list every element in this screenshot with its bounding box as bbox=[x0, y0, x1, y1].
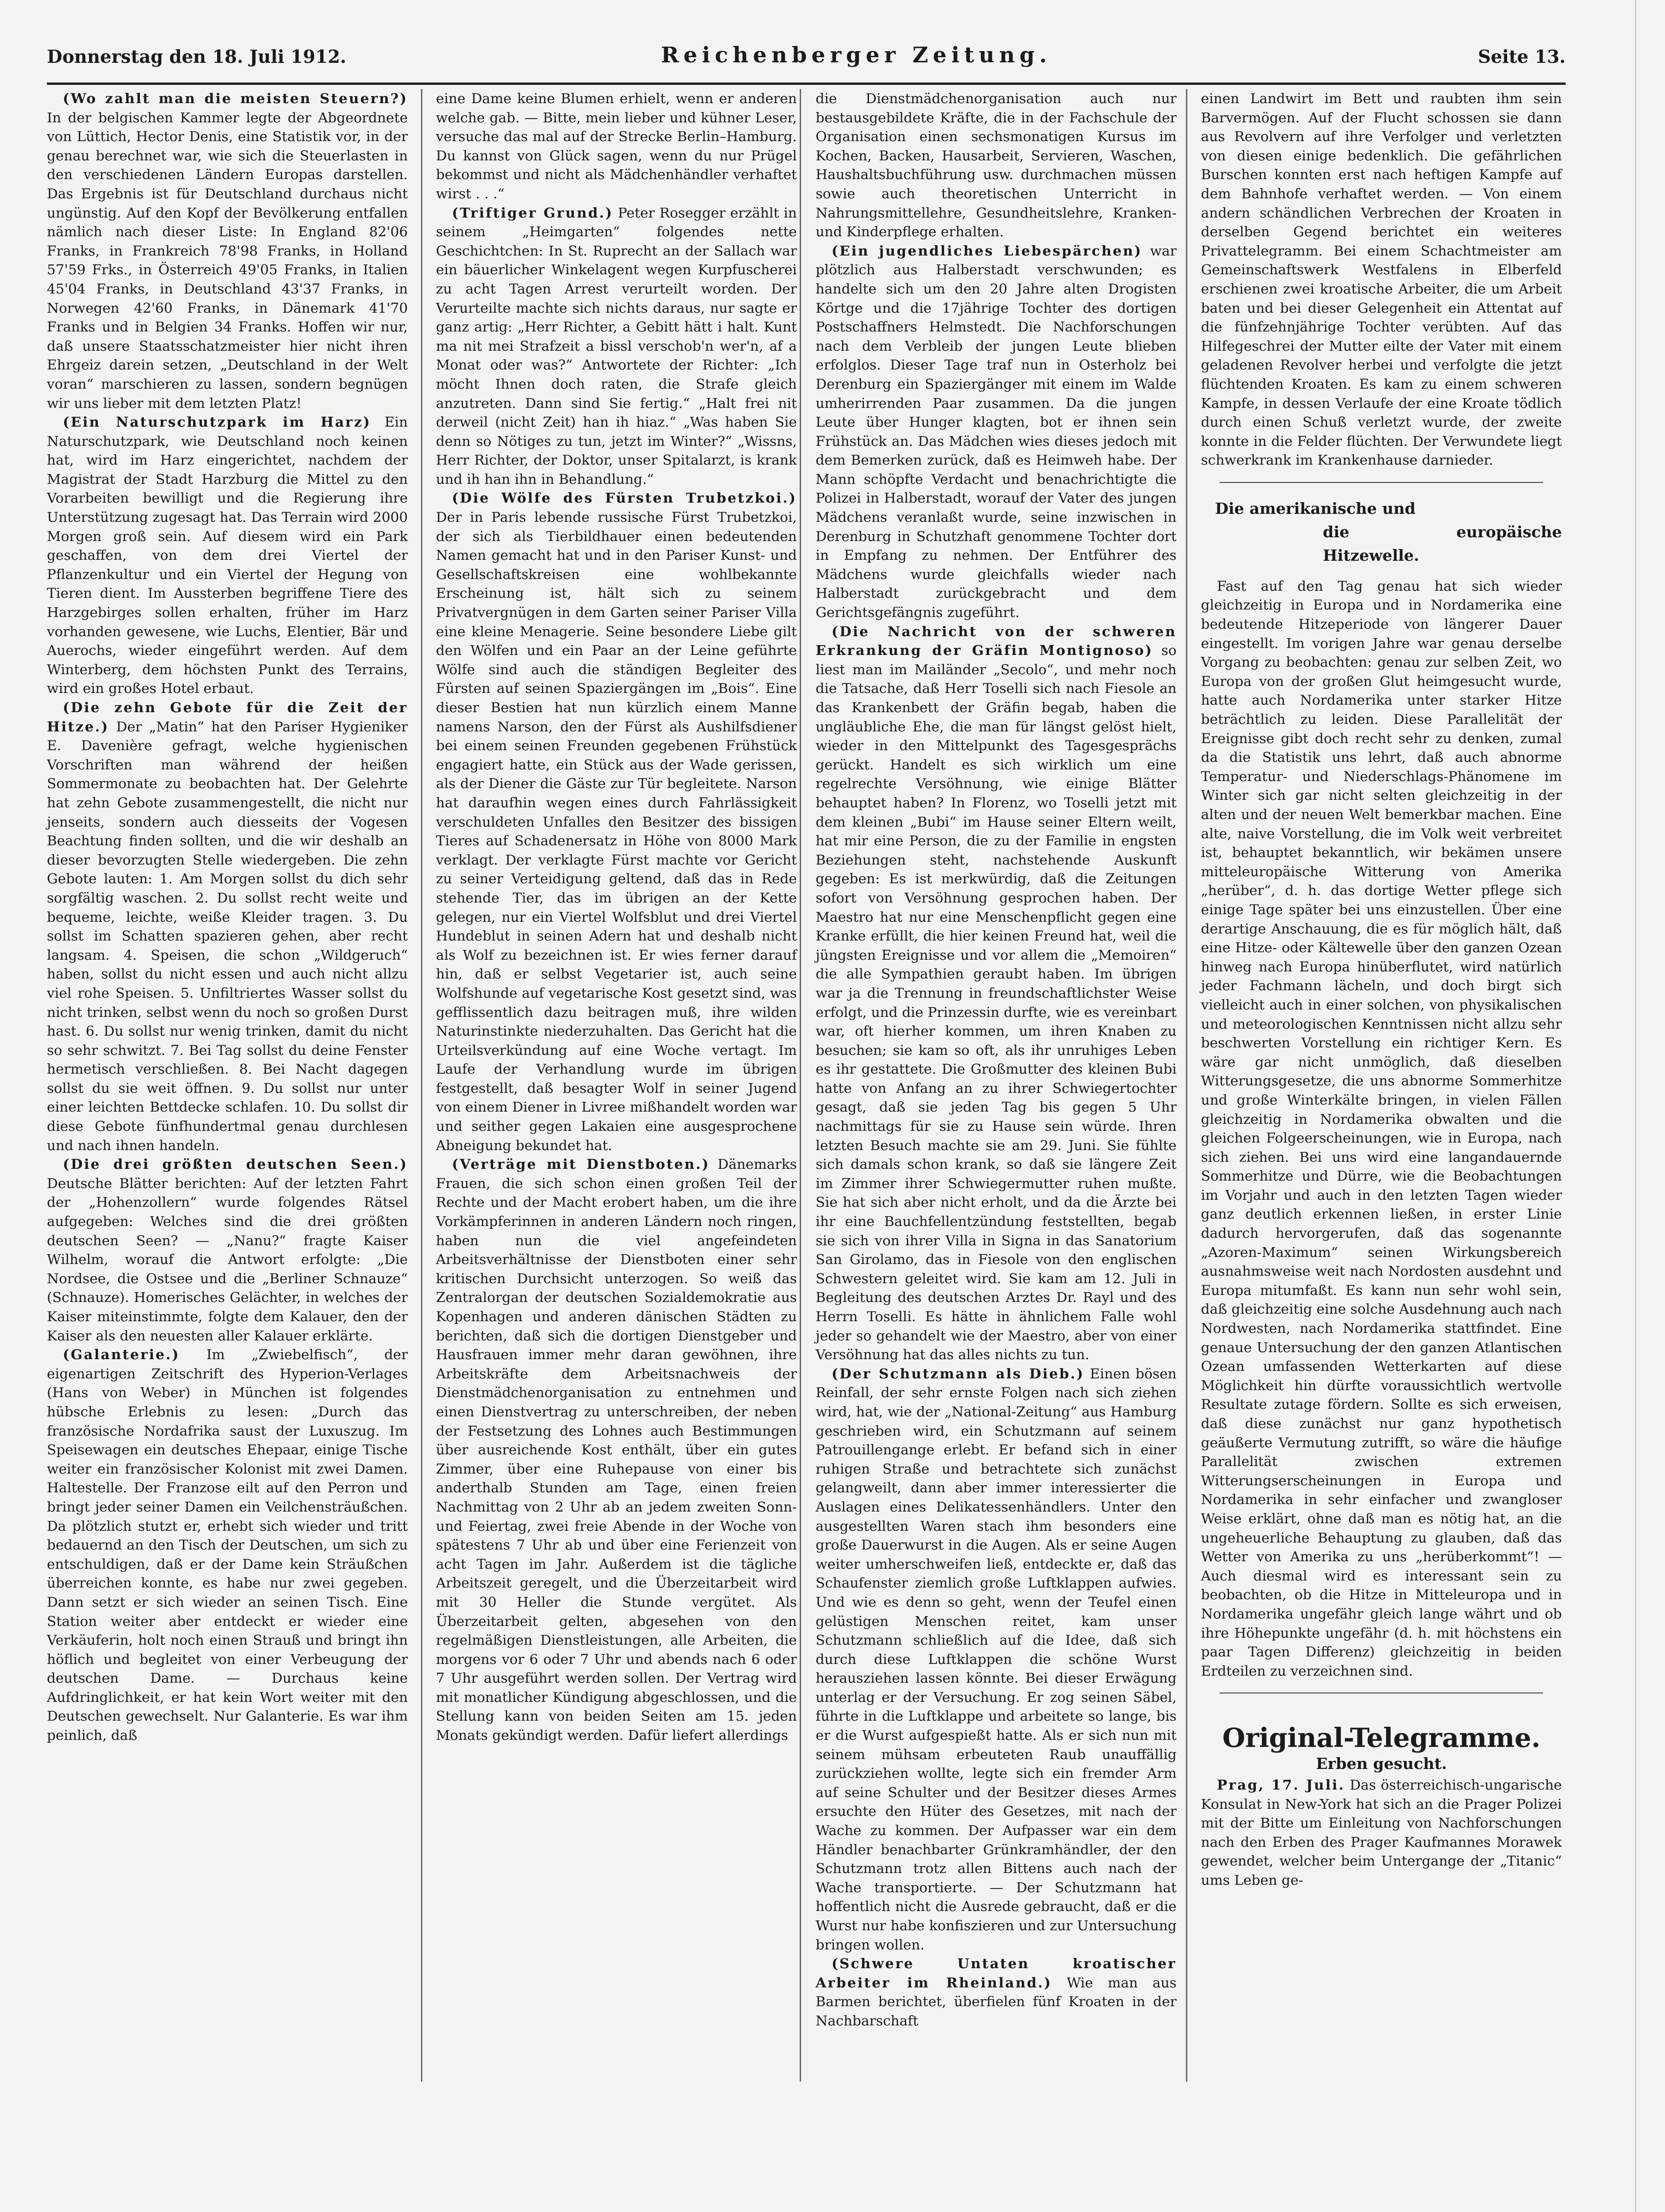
article-zehn-gebote bbox=[47, 698, 408, 1155]
article-liebespaerchen bbox=[816, 241, 1177, 622]
article-kroaten-continued bbox=[1201, 89, 1562, 470]
article-body: so liest man im Mailänder „Secolo“, und mehr noch die Tatsache, daß Herr Toselli sich nach Fiesole an das Krankenbett der Gräfin begab, haben die ungläubliche Ehe, die man für längst gelöst hielt, wieder in den Mittelpunkt des Tagesgesprächs gerückt. Handelt es sich wirklich um eine regelrechte Versöhnung, wie einige Blätter behauptet haben? In Florenz, wo Toselli jetzt mit dem kleinen „Bubi“ im Hause seiner Eltern weilt, hat mir eine Person, die zu der Familie in engsten Beziehungen steht, nachstehende Auskunft gegeben: Es ist merkwürdig, daß die Zeitungen sofort von Versöhnung gesprochen haben. Der Maestro hat nur eine Menschenpflicht gegen eine Kranke erfüllt, die hier keinen Freund hat, weil die jüngsten Ereignisse und vor allem die „Memoiren“ die alle Sympathien geraubt haben. Im übrigen war ja die Trennung in freundschaftlichster Weise erfolgt, und die Prinzessin durfte, wie es vereinbart war, oft hierher kommen, um ihren Knaben zu besuchen; sie kam so oft, als ihr unruhiges Leben es ihr gestattete. Die Großmutter des kleinen Bubi hatte von Anfang an zu ihrer Schwiegertochter gesagt, daß sie jeden Tag bis gegen 5 Uhr nachmittags für sie zu Hause sein würde. Ihren letzten Besuch machte sie am 29. Juni. Sie fühlte sich damals schon krank, so daß sie längere Zeit im Zimmer ihrer Schwiegermutter ruhen mußte. Sie hat sich aber nicht erholt, und da die Ärzte bei ihr eine Bauchfellentzündung feststellten, begab sie sich von ihrer Villa in Signa in das Sanatorium San Girolamo, das in Fiesole von den englischen Schwestern geleitet wird. Sie kam am 12. Juli in Begleitung des deutschen Arztes Dr. Rayl und des Herrn Toselli. Es hätte in ähnlichem Falle wohl jeder so gehandelt wie der Maestro, aber von einer Versöhnung hat das alles nichts zu tun. bbox=[816, 642, 1177, 1363]
article-drei-seen bbox=[47, 1155, 408, 1345]
article-heading: (Die Wölfe des Fürsten Trubetzkoi.) bbox=[452, 489, 797, 506]
header-page-number: Seite 13. bbox=[1478, 46, 1566, 67]
article-heading: (Ein Naturschutzpark im Harz) bbox=[63, 414, 371, 430]
article-galanterie bbox=[47, 1345, 408, 1745]
article-steuern bbox=[47, 89, 408, 413]
article-body: einen Landwirt im Bett und raubten ihm sein Barvermögen. Auf der Flucht schossen sie dann aus Revolvern auf ihre Verfolger und verletzten von diesen einige bedenklich. Die gefährlichen Burschen konnten erst nach heftigen Kampfe auf dem Bahnhofe verhaftet werden. — Von einem andern schändlichen Verbrechen der Kroaten in derselben Gegend berichtet ein weiteres Privattelegramm. Bei einem Schachtmeister am Gemeinschaftswerk Westfalens in Elberfeld erschienen zwei kroatische Arbeiter, die um Arbeit baten und bei dieser Gelegenheit ein Attentat auf die fünfzehnjährige Tochter verübten. Auf das Hilfegeschrei der Mutter eilte der Vater mit einem geladenen Revolver herbei und verfolgte die jetzt flüchtenden Kroaten. Es kam zu einem schweren Kampfe, in dessen Verlaufe der eine Kroate tödlich durch einen Schuß verletzt wurde, der zweite konnte in die Felder flüchten. Der Verwundete liegt schwerkrank im Krankenhause darnieder. bbox=[1201, 90, 1562, 468]
page-header bbox=[47, 42, 1566, 80]
header-masthead: Reichenberger Zeitung. bbox=[661, 42, 1052, 68]
article-kroaten bbox=[816, 1954, 1177, 2030]
article-body: Der in Paris lebende russische Fürst Trubetzkoi, der sich als Tierbildhauer einen bedeutenden Namen gemacht hat und in den Pariser Kunst- und Gesellschaftskreisen eine wohlbekannte Erscheinung ist, hält sich zu seinem Privatvergnügen in dem Garten seiner Pariser Villa eine kleine Menagerie. Seine besondere Liebe gilt den Wölfen und ein Paar an der Leine geführte Wölfe sind auch die ständigen Begleiter des Fürsten auf seinen Spaziergängen im „Bois“. Eine dieser Bestien hat nun kürzlich einem Manne namens Narson, den der Fürst als Aushilfsdiener bei einem seinen Freunden gegebenen Frühstück engagiert hatte, ein Stück aus der Wade gerissen, als der Diener die Gäste zur Tür begleitete. Narson hat daraufhin wegen eines durch Fahrlässigkeit verschuldeten Unfalles den Besitzer des bissigen Tieres auf Schadenersatz in Höhe von 8000 Mark verklagt. Der verklagte Fürst machte vor Gericht zu seiner Verteidigung geltend, daß das in Rede stehende Tier, das im übrigen an der Kette gelegen, nur ein Viertel Wolfsblut und drei Viertel Hundeblut in seinen Adern hat und deshalb nicht als Wolf zu bezeichnen ist. Er wies ferner darauf hin, daß er selbst Vegetarier ist, auch seine Wolfshunde auf vegetarische Kost gesetzt sind, was gefflissentlich dazu beitragen muß, ihre wilden Naturinstinkte niederzuhalten. Das Gericht hat die Urteilsverkündung auf eine Woche vertagt. Im Laufe der Verhandlung wurde im übrigen festgestellt, daß besagter Wolf in seiner Jugend von einem Diener in Livree mißhandelt worden war und seither gegen Lakaien eine ausgesprochene Abneigung bekundet hat. bbox=[436, 509, 797, 1153]
article-triftiger-grund bbox=[436, 203, 797, 489]
article-heading: (Die drei größten deutschen Seen.) bbox=[63, 1156, 408, 1173]
article-body: eine Dame keine Blumen erhielt, wenn er anderen welche gab. — Bitte, mein lieber und kühner Leser, versuche das mal auf der Strecke Berlin–Hamburg. Du kannst von Glück sagen, wenn du nur Prügel bekommst und nicht als Mädchenhändler verhaftet wirst . . .“ bbox=[436, 90, 797, 202]
article-heading: (Verträge mit Dienstboten.) bbox=[452, 1156, 710, 1173]
article-heading: (Ein jugendliches Liebespärchen) bbox=[832, 242, 1142, 259]
column-divider bbox=[421, 89, 422, 2082]
article-body: Fast auf den Tag genau hat sich wieder gleichzeitig in Europa und in Nordamerika eine bedeutende Hitzeperiode von längerer Dauer eingestellt. Im vorigen Jahre war genau derselbe Vorgang zu beobachten: genau zur selben Zeit, wo Europa von der großen Glut heimgesucht wurde, hatte auch Nordamerika unter starker Hitze beträchtlich zu leiden. Diese Parallelität der Ereignisse gibt doch recht sehr zu denken, zumal da die Statistik uns lehrt, daß auch abnorme Temperatur- und Niederschlags-Phänomene im Winter sich gar nicht selten gleichzeitig in der alten und der neuen Welt bemerkbar machen. Eine alte, naive Vorstellung, die im Volk weit verbreitet ist, behauptet bekanntlich, wir bekämen unsere mitteleuropäische Witterung von Amerika „herüber“, d. h. das dortige Wetter pflege sich einige Tage später bei uns einzustellen. Über eine derartige Anschauung, die es für möglich hält, daß eine Hitze- oder Kältewelle über den ganzen Ozean hinweg nach Europa hinüberflutet, wird natürlich jeder Fachmann lächeln, und doch birgt sich vielleicht auch in einer solchen, von physikalischen und meteorologischen Kenntnissen nicht allzu sehr beschwerten Vorstellung ein richtiger Kern. Es wäre gar nicht unmöglich, daß dieselben Witterungsgesetze, die uns abnorme Sommerhitze und große Winterkälte bringen, in vielen Fällen gleichzeitig in Nordamerika obwalten und die gleichen Folgeerscheinungen, wie in Europa, nach sich ziehen. Bei uns wird eine langandauernde Sommerhitze und Dürre, wie die Beobachtungen im Vorjahr und auch in den letzten Tagen wieder ganz deutlich erkennen ließen, in erster Linie dadurch hervorgerufen, daß das sogenannte „Azoren-Maximum“ seinen Wirkungsbereich ausnahmsweise weit nach Nordosten ausdehnt und Europa mitumfaßt. Es kann nun sehr wohl sein, daß gleichzeitig eine solche Ausdehnung auch nach Nordwesten, nach Nordamerika stattfindet. Eine genaue Untersuchung der den ganzen Atlantischen Ozean umfassenden Wetterkarten auf diese Möglichkeit hin dürfte voraussichtlich wertvolle Resultate zutage fördern. Sollte es sich erweisen, daß diese zunächst nur ganz hypothetisch geäußerte Vermutung zutrifft, so wäre die häufige Parallelität zwischen extremen Witterungserscheinungen in Europa und Nordamerika in sehr einfacher und zwangloser Weise erklärt, ohne daß man es nötig hat, an die ungeheuerliche Behauptung zu glauben, daß das Wetter von Amerika zu uns „herüberkommt“! — Auch diesmal wird es interessant sein zu beobachten, ob die Hitze in Mitteleuropa und in Nordamerika ungefähr gleich lange währt und ob ihre Höhepunkte ungefähr (d. h. mit höchstens ein paar Tagen Differenz) gleichzeitig in beiden Erdteilen zu verzeichnen sind. bbox=[1201, 578, 1562, 1679]
article-dienstboten bbox=[436, 1155, 797, 1745]
article-body: Im „Zwiebelfisch“, der eigenartigen Zeitschrift des Hyperion-Verlages (Hans von Weber) in München ist folgendes hübsche Erlebnis zu lesen: „Durch das französische Nordafrika saust der Luxuszug. Im Speisewagen ein deutsches Ehepaar, einige Tische weiter ein französischer Kolonist mit zwei Damen. Haltestelle. Der Franzose eilt auf den Perron und bringt jeder seiner Damen ein Veilchensträußchen. Da plötzlich stutzt er, erhebt sich wieder und tritt bedauernd an den Tisch der Deutschen, um sich zu entschuldigen, daß er der Dame kein Sträußchen überreichen konnte, es habe nur zwei gegeben. Dann setzt er sich wieder an seinen Tisch. Eine Station weiter aber entdeckt er wieder eine Verkäuferin, holt noch einen Strauß und bringt ihn höflich und begleitet von einer Verbeugung der deutschen Dame. — Durchaus keine Aufdringlichkeit, er hat kein Wort weiter mit den Deutschen gewechselt. Nur Galanterie. Es war ihm peinlich, daß bbox=[47, 1347, 408, 1744]
article-heading: (Wo zahlt man die meisten Steuern?) bbox=[63, 90, 408, 106]
article-body: Dänemarks Frauen, die sich schon einen großen Teil der Rechte und der Macht erobert haben, um die ihre Vorkämpferinnen in anderen Ländern noch ringen, haben nun die viel angefeindeten Arbeitsverhältnisse der Dienstboten einer sehr kritischen Durchsicht unterzogen. So weiß das Zentralorgan der deutschen Sozialdemokratie aus Kopenhagen und anderen dänischen Städten zu berichten, daß sich die dortigen Dienstgeber und Hausfrauen immer mehr daran gewöhnen, ihre Arbeitskräfte dem Arbeitsnachweis der Dienstmädchenorganisation zu entnehmen und einen Dienstvertrag zu unterschreiben, der neben der Festsetzung des Lohnes auch Bestimmungen über ausreichende Kost enthält, über ein gutes Zimmer, über eine Ruhepause von einer bis anderthalb Stunden am Tage, einen freien Nachmittag von 2 Uhr ab an jedem zweiten Sonn- und Feiertag, zwei freie Abende in der Woche von spätestens 7 Uhr ab und über eine Ferienzeit von acht Tagen im Jahr. Außerdem ist die tägliche Arbeitszeit geregelt, und die Überzeitarbeit wird mit 30 Heller die Stunde vergütet. Als Überzeitarbeit gelten, abgesehen von den regelmäßigen Dienstleistungen, alle Arbeiten, die morgens vor 6 oder 7 Uhr und abends nach 6 oder 7 Uhr ausgeführt werden sollen. Der Vertrag wird mit monatlicher Kündigung abgeschlossen, und die Stellung kann von beiden Seiten am 15. jeden Monats gekündigt werden. Dafür liefert allerdings bbox=[436, 1156, 797, 1744]
column-divider bbox=[1186, 89, 1187, 2082]
article-body: Wie man aus Barmen berichtet, überfielen fünf Kroaten in der Nachbarschaft bbox=[816, 1974, 1177, 2029]
column-4 bbox=[1201, 89, 1562, 1889]
article-body: Einen bösen Reinfall, der sehr ernste Folgen nach sich ziehen wird, hat, wie der „National-Zeitung“ aus Hamburg geschrieben wird, ein Schutzmann auf seinem Patrouillengange erlebt. Er befand sich in einer ruhigen Straße und betrachtete sich zunächst gelangweilt, dann aber immer interessierter die Auslagen eines Delikatessenhändlers. Unter den ausgestellten Waren stach ihm besonders eine große Dauerwurst in die Augen. Als er seine Augen weiter umherschweifen ließ, entdeckte er, daß das Schaufenster ziemlich große Luftklappen aufwies. Und wie es denn so geht, wenn der Teufel einen gelüstigen Menschen reitet, kam unser Schutzmann schließlich auf die Idee, daß sich durch diese Luftklappen die schöne Wurst herausziehen lassen könnte. Bei dieser Erwägung unterlag er der Versuchung. Er zog seinen Säbel, führte in die Luftklappe und arbeitete so lange, bis er die Wurst aufgespießt hatte. Als er sich nun mit seinem mühsam erbeuteten Raub unauffällig zurückziehen wollte, legte sich ein fremder Arm auf seine Schulter und der Besitzer dieses Armes ersuchte den Hüter des Gesetzes, mit nach der Wache zu kommen. Der Aufpasser war ein dem Händler benachbarter Grünkramhändler, der den Schutzmann trotz allen Bittens auch nach der Wache transportierte. — Der Schutzmann hat hoffentlich nicht die Ausrede gebraucht, daß er die Wurst nur habe konfiszieren und zur Untersuchung bringen wollen. bbox=[816, 1365, 1177, 1953]
article-schutzmann bbox=[816, 1364, 1177, 1954]
article-heading: (Triftiger Grund.) bbox=[452, 204, 614, 221]
section-rule bbox=[1220, 482, 1543, 483]
article-hitzewelle bbox=[1201, 577, 1562, 1680]
column-1 bbox=[47, 89, 408, 1745]
article-heading: (Galanterie.) bbox=[63, 1346, 180, 1363]
article-heading: (Die Nachricht von der schweren Erkrankung der Gräfin Montignoso) bbox=[816, 623, 1177, 659]
header-date: Donnerstag den 18. Juli 1912. bbox=[47, 46, 346, 67]
article-erben-gesucht bbox=[1201, 1776, 1562, 1890]
page-edge-line bbox=[1635, 0, 1636, 2212]
article-body: Das österreichisch-ungarische Konsulat in New-York hat sich an die Prager Polizei mit der Bitte um Einleitung von Nachforschungen nach den Erben des Prager Kaufmannes Morawek gewendet, welcher beim Untergange der „Titanic“ ums Leben ge- bbox=[1201, 1776, 1562, 1888]
dateline: Prag, 17. Juli. bbox=[1217, 1776, 1345, 1793]
article-woelfe bbox=[436, 489, 797, 1155]
section-title-telegramme: Original-Telegramme. bbox=[1222, 1723, 1541, 1754]
article-body: In der belgischen Kammer legte der Abgeordnete von Lüttich, Hector Denis, eine Statistik vor, in der genau berechnet war, wie sich die Steuerlasten in den verschiedenen Ländern Europas darstellen. Das Ergebnis ist für Deutschland durchaus nicht ungünstig. Auf den Kopf der Bevölkerung entfallen nämlich nach dieser Liste: In England 82'06 Franks, in Frankreich 78'98 Franks, in Holland 57'59 Frks., in Österreich 49'05 Franks, in Italien 45'04 Franks, in Deutschland 43'37 Franks, in Norwegen 42'60 Franks, in Dänemark 41'70 Franks und in Belgien 34 Franks. Hoffen wir nur, daß unsere Staatsschatzmeister hier nicht ihren Ehrgeiz darein setzen, „Deutschland in der Welt voran“ marschieren zu lassen, sondern begnügen wir uns lieber mit dem letzten Platz! bbox=[47, 109, 408, 411]
section-title-hitzewelle bbox=[1201, 497, 1562, 567]
article-body: die Dienstmädchenorganisation auch nur bestausgebildete Kräfte, die in der Fachschule der Organisation einen sechsmonatigen Kursus im Kochen, Backen, Hausarbeit, Servieren, Waschen, Haushaltsbuchführung usw. durchmachen müssen sowie auch theoretischen Unterricht in Nahrungsmittellehre, Gesundheitslehre, Kranken- und Kinderpflege erhalten. bbox=[816, 90, 1177, 240]
column-2 bbox=[436, 89, 797, 1745]
article-body: Peter Rosegger erzählt in seinem „Heimgarten“ folgendes nette Geschichtchen: In St. Ruprecht an der Sallach war ein bäuerlicher Winkelagent wegen Kurpfuscherei zu acht Tagen Arrest verurteilt worden. Der Verurteilte machte sich nichts daraus, nur sagte er ganz artig: „Herr Richter, a Gebitt hätt i halt. Kunt ma nit mei Strafzeit a bissl verschob'n wer'n, af a Monat oder was?“ Antwortete der Richter: „Ich möcht Ihnen doch raten, die Strafe gleich anzutreten. Dann sind Sie fertig.“ „Halt frei nit derweil (nicht Zeit) han ih hiaz.“ „Was haben Sie denn so Nötiges zu tun, jetzt im Winter?“ „Wissns, Herr Richter, der Doktor, unser Spitalarzt, is krank und ih han ihn in Behandlung.“ bbox=[436, 204, 797, 487]
column-3 bbox=[816, 89, 1177, 2031]
subsection-title: Erben gesucht. bbox=[1316, 1754, 1447, 1773]
article-body: Deutsche Blätter berichten: Auf der letzten Fahrt der „Hohenzollern“ wurde folgendes Rätsel aufgegeben: Welches sind die drei größten deutschen Seen? — „Nanu?“ fragte Kaiser Wilhelm, worauf die Antwort erfolgte: „Die Nordsee, die Ostsee und die „Berliner Schnauze“ (Schnauze). Homerisches Gelächter, in welches der Kaiser miteinstimmte, folgte dem Kalauer, den der Kaiser als den neuesten aller Kalauer erklärte. bbox=[47, 1175, 408, 1344]
article-galanterie-continued bbox=[436, 89, 797, 203]
column-divider bbox=[800, 89, 801, 2082]
article-naturschutzpark bbox=[47, 413, 408, 698]
article-body: Der „Matin“ hat den Pariser Hygieniker E. Davenière gefragt, welche hygienischen Vorschriften man während der heißen Sommermonate zu beobachten hat. Der Gelehrte hat zehn Gebote zusammengestellt, die nicht nur jenseits, sondern auch diesseits der Vogesen Beachtung finden sollten, und die wir deshalb an dieser bevorzugten Stelle wiedergeben. Die zehn Gebote lauten: 1. Am Morgen sollst du dich sehr sorgfältig waschen. 2. Du sollst recht weite und bequeme, leichte, weiße Kleider tragen. 3. Du sollst im Schatten spazieren gehen, aber recht langsam. 4. Speisen, die schon „Wildgeruch“ haben, sollst du nicht essen und auch nicht allzu viel rohe Speisen. 5. Unfiltriertes Wasser sollst du nicht trinken, selbst wenn du noch so großen Durst hast. 6. Du sollst nur wenig trinken, damit du nicht so sehr schwitzt. 7. Bei Tag sollst du deine Fenster hermetisch verschließen. 8. Bei Nacht dagegen sollst du sie weit öffnen. 9. Du sollst nur unter einer leichten Bettdecke schlafen. 10. Du sollst dir diese Gebote fünfhundertmal genau durchlesen und nach ihnen handeln. bbox=[47, 718, 408, 1153]
article-heading: (Schwere Untaten kroatischer Arbeiter im Rheinland.) bbox=[816, 1955, 1177, 1991]
article-body: Ein Naturschutzpark, wie Deutschland noch keinen hat, wird im Harz eingerichtet, nachdem der Magistrat der Stadt Harzburg die Mittel zu den Vorarbeiten bewilligt und die Regierung ihre Unterstützung zugesagt hat. Das Terrain wird 2000 Morgen groß sein. Auf diesem wird ein Park geschaffen, von dem drei Viertel der Pflanzenkultur und ein Viertel der Hegung von Tieren dient. Im Aussterben begriffene Tiere des Harzgebirges sollen erhalten, früher im Harz vorhanden gewesene, wie Luchs, Elentier, Bär und Auerochs, wieder eingeführt werden. Auf dem Winterberg, dem höchsten Punkt des Terrains, wird ein großes Hotel erbaut. bbox=[47, 414, 408, 697]
article-body: war plötzlich aus Halberstadt verschwunden; es handelte sich um den 20 Jahre alten Drogisten Körtge und die 17jährige Tochter des dortigen Postschaffners Helmstedt. Die Nachforschungen nach dem Verbleib der jungen Leute blieben erfolglos. Dieser Tage traf nun in Osterholz bei Derenburg ein Spaziergänger mit einem im Walde umherirrenden Paar zusammen. Da die jungen Leute über Hunger klagten, bot er ihnen sein Frühstück an. Das Mädchen wies dieses jedoch mit dem Bemerken zurück, daß es Heimweh habe. Der Mann schöpfte Verdacht und benachrichtigte die Polizei in Halberstadt, worauf der Vater des jungen Mädchens veranlaßt wurde, seine inzwischen in Derenburg in Schutzhaft genommene Tochter dort in Empfang zu nehmen. Der Entführer des Mädchens wurde gleichfalls wieder nach Halberstadt zurückgebracht und dem Gerichtsgefängnis zugeführt. bbox=[816, 242, 1177, 621]
section-title-line: die europäische Hitzewelle. bbox=[1323, 522, 1562, 564]
article-montignoso bbox=[816, 622, 1177, 1364]
section-title-line: Die amerikanische und bbox=[1215, 499, 1416, 518]
article-heading: (Der Schutzmann als Dieb.) bbox=[832, 1365, 1085, 1382]
article-heading: (Die zehn Gebote für die Zeit der Hitze.) bbox=[47, 699, 408, 735]
header-rule bbox=[47, 83, 1566, 85]
article-dienstboten-continued bbox=[816, 89, 1177, 241]
